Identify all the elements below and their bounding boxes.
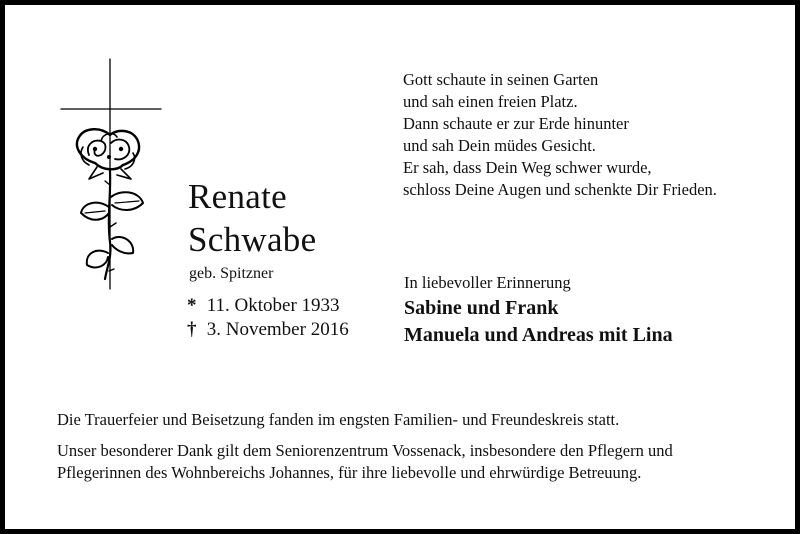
footer-text — [57, 409, 772, 484]
birth-date: 11. Oktober 1933 — [206, 295, 340, 316]
dagger-cross-icon: † — [187, 319, 197, 340]
mourners-list — [404, 295, 673, 349]
poem — [403, 69, 717, 201]
thanks-line: Pflegerinnen des Wohnbereichs Johannes, für ihre liebevolle und ehrwürdige Betreuung. — [57, 463, 642, 482]
life-dates — [187, 294, 349, 342]
thanks-note — [57, 440, 772, 484]
death-date-line — [187, 318, 349, 342]
last-name: Schwabe — [188, 220, 317, 259]
star-icon: * — [187, 295, 197, 316]
poem-line: schloss Deine Augen und schenkte Dir Frieden. — [403, 180, 717, 199]
maiden-name: geb. Spitzner — [189, 265, 274, 282]
cross-with-rose-icon — [55, 57, 165, 302]
thanks-line: Unser besonderer Dank gilt dem Seniorenzentrum Vossenack, insbesondere den Pflegern und — [57, 441, 673, 460]
first-name: Renate — [188, 177, 287, 216]
poem-line: Er sah, dass Dein Weg schwer wurde, — [403, 158, 652, 177]
mourner-name: Sabine und Frank — [404, 297, 559, 319]
poem-line: und sah Dein müdes Gesicht. — [403, 136, 596, 155]
mourner-name: Manuela und Andreas mit Lina — [404, 324, 673, 346]
death-date: 3. November 2016 — [206, 319, 349, 340]
birth-date-line — [187, 294, 349, 318]
poem-line: und sah einen freien Platz. — [403, 92, 578, 111]
funeral-note: Die Trauerfeier und Beisetzung fanden im engsten Familien- und Freundeskreis statt. — [57, 410, 620, 429]
poem-line: Gott schaute in seinen Garten — [403, 70, 599, 89]
deceased-name — [188, 175, 316, 261]
poem-line: Dann schaute er zur Erde hinunter — [403, 114, 629, 133]
memory-intro: In liebevoller Erinnerung — [404, 273, 571, 292]
